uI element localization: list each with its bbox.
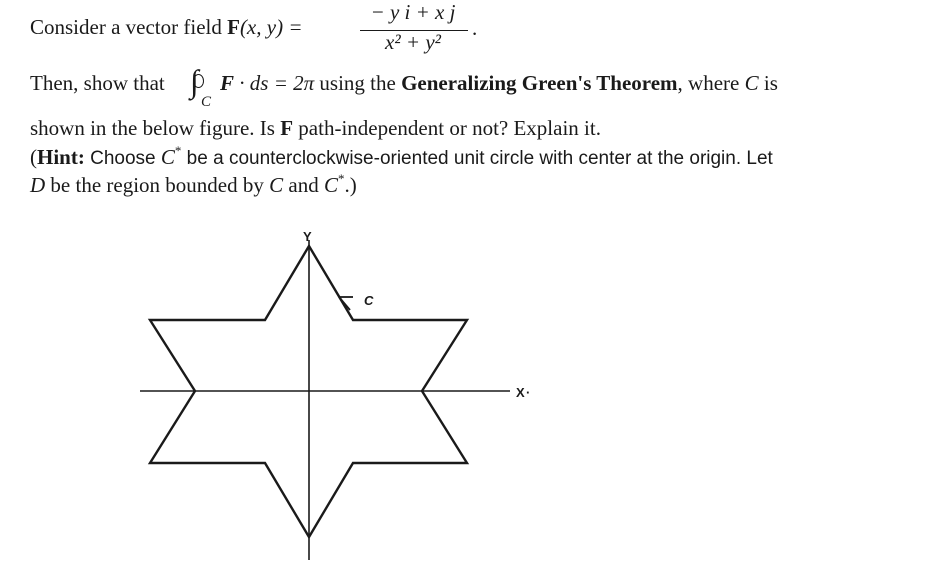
line5-and: and [283,173,324,197]
x-axis-label: X [516,385,525,400]
integrand-rest: · ds = 2π [234,71,315,95]
y-axis-label: Y [303,229,312,244]
line5-C: C [269,173,284,197]
line1-prefix: Consider a vector field [30,15,228,39]
line2-end: is [758,71,778,95]
hint-text-2: be a counterclockwise-oriented unit circle with center at the origin. Let [181,148,773,169]
line5-end: .) [344,173,357,197]
hint-label: Hint: [37,145,85,169]
fraction-period: . [472,16,478,40]
fraction-denominator: x² + y² [385,30,441,54]
hint-Cstar: C [160,145,175,169]
line2-prefix: Then, show that [30,71,165,95]
integral-subscript: C [201,94,212,110]
hint-star: * [174,143,182,158]
line3-F: F [280,116,294,140]
contour-integral-symbol: ∫ [190,63,199,99]
line5-text: be the region bounded by [45,173,270,197]
line2-after: , where [677,71,745,95]
line2-C: C [744,71,759,95]
line5-C2: C [323,173,338,197]
line3-rest: path-independent or not? Explain it. [293,116,601,140]
line5-star: * [337,171,345,186]
region-D: D [30,173,46,197]
hint-open: ( [30,145,37,169]
vector-field-F: F [227,15,240,39]
line2-mid: using the [314,71,402,95]
theorem-name: Generalizing Green's Theorem [401,71,678,95]
line1-args: (x, y) = [239,15,303,39]
hint-text-1: Choose [84,148,161,169]
integrand-F: F [220,71,235,95]
x-axis-label-suffix: · [526,385,531,400]
fraction-numerator: − y i + x j [370,0,456,24]
line3-prefix: shown in the below figure. Is [30,116,281,140]
curve-label-C: C [364,293,374,308]
